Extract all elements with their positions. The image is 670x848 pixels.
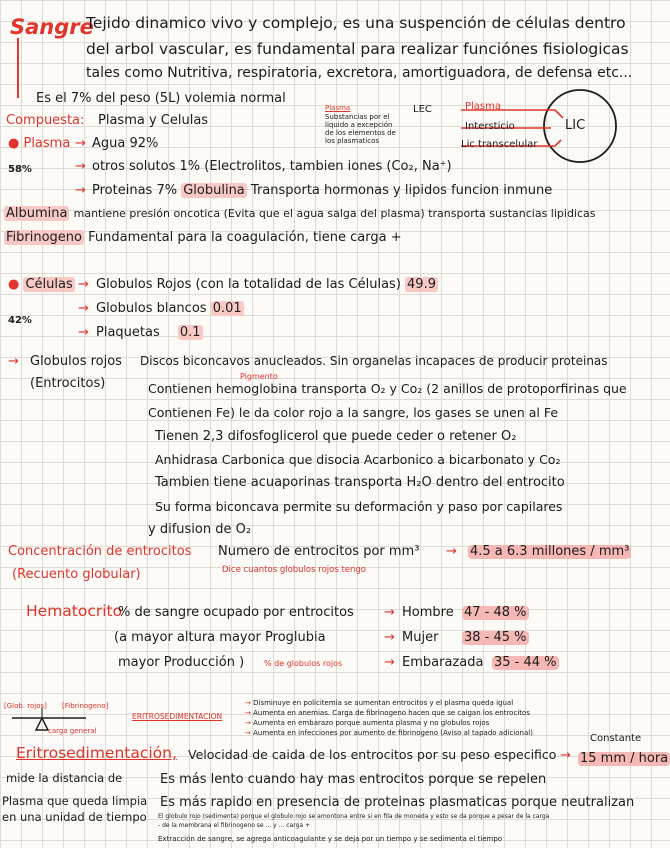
globulina-highlight: Globulina bbox=[183, 183, 245, 198]
plasma-label: ● Plasma bbox=[8, 136, 71, 151]
diagram-left-note-title: Plasma bbox=[325, 104, 351, 112]
blancos-value: 0.01 bbox=[212, 301, 242, 316]
page-title: Sangre bbox=[10, 15, 94, 39]
gr-line-2: Contienen hemoglobina transporta O₂ y Co₂ (2 anillos de protoporfirinas que bbox=[148, 381, 627, 396]
eritro-note-1-text: Disminuye en policitemia se aumentan entrocitos y el plasma queda igual bbox=[253, 699, 514, 707]
eritro-note-4: → Aumenta en infecciones por aumento de fibrinogeno (Aviso al tapado adicional) bbox=[245, 729, 533, 737]
plasma-percent: 58% bbox=[8, 164, 32, 175]
solutos-arrow: → bbox=[75, 159, 86, 174]
blancos-arrow: → bbox=[78, 301, 89, 316]
concentracion-arrow: → bbox=[446, 544, 457, 559]
gr-line-4: Tienen 2,3 difosfoglicerol que puede ceder o retener O₂ bbox=[155, 429, 517, 444]
gr-line-1: Discos biconcavos anucleados. Sin organelas incapaces de producir proteinas bbox=[140, 354, 608, 368]
intro-line-4: Es el 7% del peso (5L) volemia normal bbox=[36, 91, 286, 106]
concentracion-title-1: Concentración de entrocitos bbox=[8, 544, 192, 559]
celulas-plaquetas bbox=[96, 326, 203, 340]
eritro-note-1: → Disminuye en policitemia se aumentan entrocitos y el plasma queda igual bbox=[245, 699, 514, 707]
scale-left-label: [Glob. rojos] bbox=[4, 702, 47, 710]
diagram-lec: LEC bbox=[413, 104, 432, 115]
eritro-definition: Velocidad de caida de los entrocitos por su peso especifico bbox=[188, 747, 557, 762]
hombre-label: Hombre bbox=[402, 605, 454, 620]
plaquetas-text: Plaquetas bbox=[96, 325, 160, 340]
eritro-foot-3: Extracción de sangre, se agrega anticoagulante y se deja por un tiempo y se sedimenta el tiempo bbox=[158, 835, 503, 843]
concentracion-note: Dice cuantos globulos rojos tengo bbox=[222, 565, 367, 575]
mujer-value: 38 - 45 % bbox=[464, 630, 527, 645]
hematocrito-line-2: (a mayor altura mayor Proglubia bbox=[114, 630, 326, 645]
gr-line-6: Tambien tiene acuaporinas transporta H₂O dentro del entrocito bbox=[155, 475, 565, 490]
composicion-value: Plasma y Celulas bbox=[98, 113, 209, 128]
eritro-note-2-text: Aumenta en anemias. Carga de fibrinogeno hacen que se caigan los entrocitos bbox=[253, 709, 530, 717]
scale-right-label: [Fibrinogeno] bbox=[62, 702, 109, 710]
celulas-label-text: Células bbox=[25, 277, 73, 292]
embarazada-value: 35 - 44 % bbox=[494, 655, 557, 670]
concentracion-text: Numero de entrocitos por mm³ bbox=[218, 544, 420, 559]
mujer-label: Mujer bbox=[402, 630, 439, 645]
eritro-arrow: → bbox=[560, 748, 571, 763]
albumina-label: Albumina bbox=[6, 206, 68, 221]
eritro-line-2: Es más lento cuando hay mas entrocitos porque se repelen bbox=[160, 772, 547, 787]
albumina-line bbox=[4, 207, 596, 221]
proteinas-arrow: → bbox=[75, 183, 86, 198]
intro-line-2: del arbol vascular, es fundamental para realizar funciónes fisiologicas bbox=[86, 40, 629, 58]
gr-line-7: Su forma biconcava permite su deformación y paso por capilares bbox=[155, 499, 563, 514]
fibrinogeno-label: Fibrinogeno bbox=[6, 230, 82, 245]
composicion-label: Compuesta: bbox=[6, 113, 85, 128]
diagram-left-note-2: liquido a excepción bbox=[325, 121, 393, 129]
eritro-note-3: → Aumenta en embarazo porque aumenta plasma y no globulos rojos bbox=[245, 719, 490, 727]
celulas-blancos bbox=[96, 302, 244, 316]
eritro-foot-2: - de la membrana el fibrinogeno se ... y ... carga + bbox=[158, 822, 310, 829]
hematocrito-title: Hematocrito bbox=[26, 602, 123, 620]
rojos-text: Globulos Rojos (con la totalidad de las Células) bbox=[96, 277, 401, 292]
plasma-solutos: otros solutos 1% (Electrolitos, tambien iones (Co₂, Na⁺) bbox=[92, 159, 452, 174]
plasma-arrow: → bbox=[75, 136, 86, 151]
diagram-plasma: Plasma bbox=[465, 101, 502, 112]
proteinas-a: Proteinas 7% bbox=[92, 183, 178, 198]
celulas-label: ● Células bbox=[8, 277, 73, 292]
plasma-label-text: Plasma bbox=[23, 136, 71, 151]
eritro-left-1: mide la distancia de bbox=[6, 771, 123, 785]
plaquetas-arrow: → bbox=[78, 325, 89, 340]
eritro-line-3: Es más rapido en presencia de proteinas plasmaticas porque neutralizan bbox=[160, 795, 635, 810]
gr-label-1: Globulos rojos bbox=[30, 354, 122, 369]
gr-arrow: → bbox=[8, 354, 19, 369]
plasma-agua: Agua 92% bbox=[92, 136, 159, 151]
diagram-left-note-3: de los elementos de bbox=[325, 129, 396, 137]
intro-line-3: tales como Nutritiva, respiratoria, excretora, amortiguadora, de defensa etc... bbox=[86, 65, 633, 81]
proteinas-b: Transporta hormonas y lipidos funcion inmune bbox=[250, 183, 553, 198]
gr-line-5: Anhidrasa Carbonica que disocia Acarbonico a bicarbonato y Co₂ bbox=[155, 452, 561, 467]
diagram-intersticio: Intersticio bbox=[465, 121, 515, 132]
concentracion-title-2: (Recuento globular) bbox=[12, 567, 141, 582]
gr-line-8: y difusion de O₂ bbox=[148, 522, 252, 537]
diagram-lic: LIC bbox=[565, 118, 586, 133]
scale-carga: carga general bbox=[48, 727, 97, 735]
diagram-left-note-1: Substancias por el bbox=[325, 113, 390, 121]
fibrinogeno-line bbox=[4, 231, 402, 245]
mujer-arrow: → bbox=[384, 630, 395, 645]
rojos-arrow: → bbox=[78, 277, 89, 292]
plasma-proteinas bbox=[92, 184, 552, 198]
gr-pigmento: Pigmento bbox=[240, 372, 278, 381]
gr-line-3: Contienen Fe) le da color rojo a la sangre, los gases se unen al Fe bbox=[148, 405, 559, 420]
intro-line-1: Tejido dinamico vivo y complejo, es una suspención de células dentro bbox=[86, 14, 626, 32]
celulas-rojos bbox=[96, 278, 438, 292]
concentracion-value: 4.5 a 6.3 millones / mm³ bbox=[470, 544, 630, 559]
title-margin-line bbox=[17, 38, 19, 98]
eritro-foot-1: El globulo rojo (sedimenta) porque el globulo rojo se amontona entre si en fila de moneda y esto se da porque a pesar de la carga bbox=[158, 813, 550, 820]
embarazada-label: Embarazada bbox=[402, 655, 484, 670]
eritro-value: 15 mm / hora bbox=[580, 751, 669, 766]
eritro-small-label: ERITROSEDIMENTACION bbox=[132, 712, 223, 721]
blancos-text: Globulos blancos bbox=[96, 301, 207, 316]
embarazada-arrow: → bbox=[384, 655, 395, 670]
eritro-title: Eritrosedimentación, bbox=[16, 744, 177, 762]
hombre-value: 47 - 48 % bbox=[464, 605, 527, 620]
hombre-arrow: → bbox=[384, 605, 395, 620]
rojos-value: 49.9 bbox=[407, 277, 436, 292]
hematocrito-line-3: mayor Producción ) bbox=[118, 655, 245, 670]
diagram-transcelular: Lic transcelular bbox=[461, 139, 538, 150]
hematocrito-note: % de globulos rojos bbox=[264, 659, 343, 668]
hematocrito-line-1: % de sangre ocupado por entrocitos bbox=[118, 605, 354, 620]
albumina-text: mantiene presión oncotica (Evita que el agua salga del plasma) transporta sustancias lipidicas bbox=[73, 207, 596, 220]
eritro-note-2: → Aumenta en anemias. Carga de fibrinogeno hacen que se caigan los entrocitos bbox=[245, 709, 530, 717]
diagram-left-note-4: los plasmaticos bbox=[325, 137, 380, 145]
plaquetas-value: 0.1 bbox=[179, 325, 201, 340]
eritro-left-2: Plasma que queda limpia bbox=[2, 794, 148, 808]
eritro-note-4-text: Aumenta en infecciones por aumento de fibrinogeno (Aviso al tapado adicional) bbox=[253, 729, 533, 737]
celulas-percent: 42% bbox=[8, 315, 32, 326]
fibrinogeno-text: Fundamental para la coagulación, tiene carga + bbox=[88, 230, 402, 245]
eritro-note-3-text: Aumenta en embarazo porque aumenta plasma y no globulos rojos bbox=[253, 719, 490, 727]
eritro-left-3: en una unidad de tiempo bbox=[2, 810, 147, 824]
eritro-constante: Constante bbox=[590, 733, 642, 744]
gr-label-2: (Entrocitos) bbox=[30, 376, 106, 391]
